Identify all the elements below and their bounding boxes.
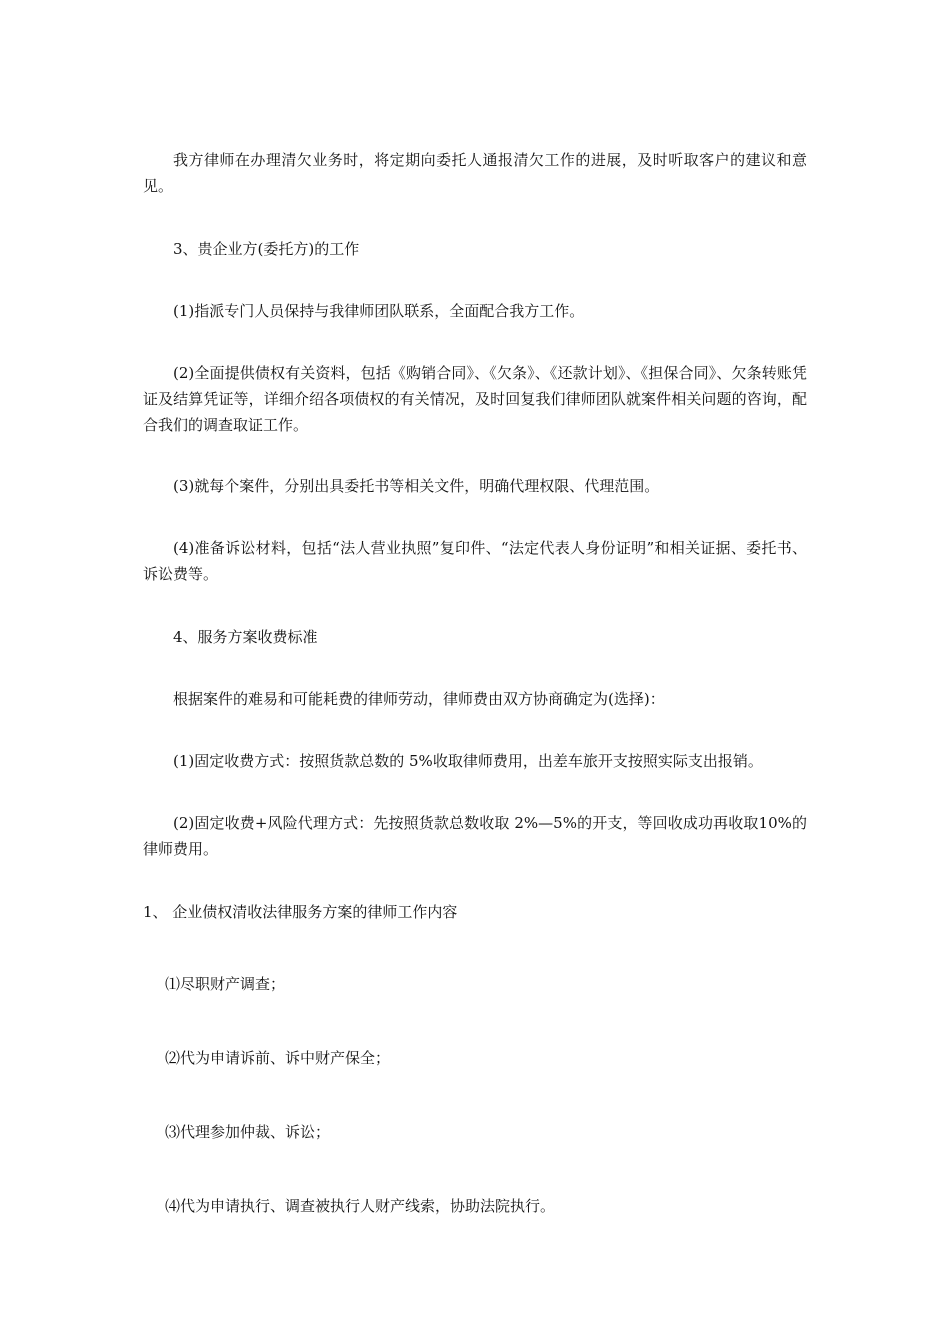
paragraph-fee-option-1: (1)固定收费方式：按照货款总数的 5%收取律师费用，出差车旅开支按照实际支出报销。 <box>173 752 763 770</box>
paragraph-client-item-1: (1)指派专门人员保持与我律师团队联系，全面配合我方工作。 <box>173 302 585 320</box>
list-item-enforcement: ⑷代为申请执行、调查被执行人财产线索，协助法院执行。 <box>165 1197 556 1215</box>
heading-fee-standard: 4、服务方案收费标准 <box>173 628 318 646</box>
paragraph-fee-option-2: (2)固定收费+风险代理方式：先按照货款总数收取 2%—5%的开支，等回收成功再收取10%的律师费用。 <box>143 814 807 858</box>
heading-lawyer-work: 1、 企业债权清收法律服务方案的律师工作内容 <box>143 903 458 921</box>
paragraph-client-item-4: (4)准备诉讼材料，包括“法人营业执照”复印件、“法定代表人身份证明”和相关证据、委托书、诉讼费等。 <box>143 539 807 583</box>
paragraph-progress-report: 我方律师在办理清欠业务时，将定期向委托人通报清欠工作的进展，及时听取客户的建议和意见。 <box>143 151 807 195</box>
list-item-property-preservation: ⑵代为申请诉前、诉中财产保全； <box>165 1049 391 1067</box>
paragraph-client-item-2: (2)全面提供债权有关资料，包括《购销合同》、《欠条》、《还款计划》、《担保合同》、欠条转账凭证及结算凭证等，详细介绍各项债权的有关情况，及时回复我们律师团队就案件相关问题的咨询，配合我们的调查取证工作。 <box>143 364 807 434</box>
paragraph-client-item-3: (3)就每个案件，分别出具委托书等相关文件，明确代理权限、代理范围。 <box>173 477 660 495</box>
list-item-arbitration-litigation: ⑶代理参加仲裁、诉讼； <box>165 1123 331 1141</box>
list-item-property-investigation: ⑴尽职财产调查； <box>165 975 286 993</box>
paragraph-fee-intro: 根据案件的难易和可能耗费的律师劳动，律师费由双方协商确定为(选择)： <box>173 690 665 708</box>
heading-client-work: 3、贵企业方(委托方)的工作 <box>173 240 360 258</box>
